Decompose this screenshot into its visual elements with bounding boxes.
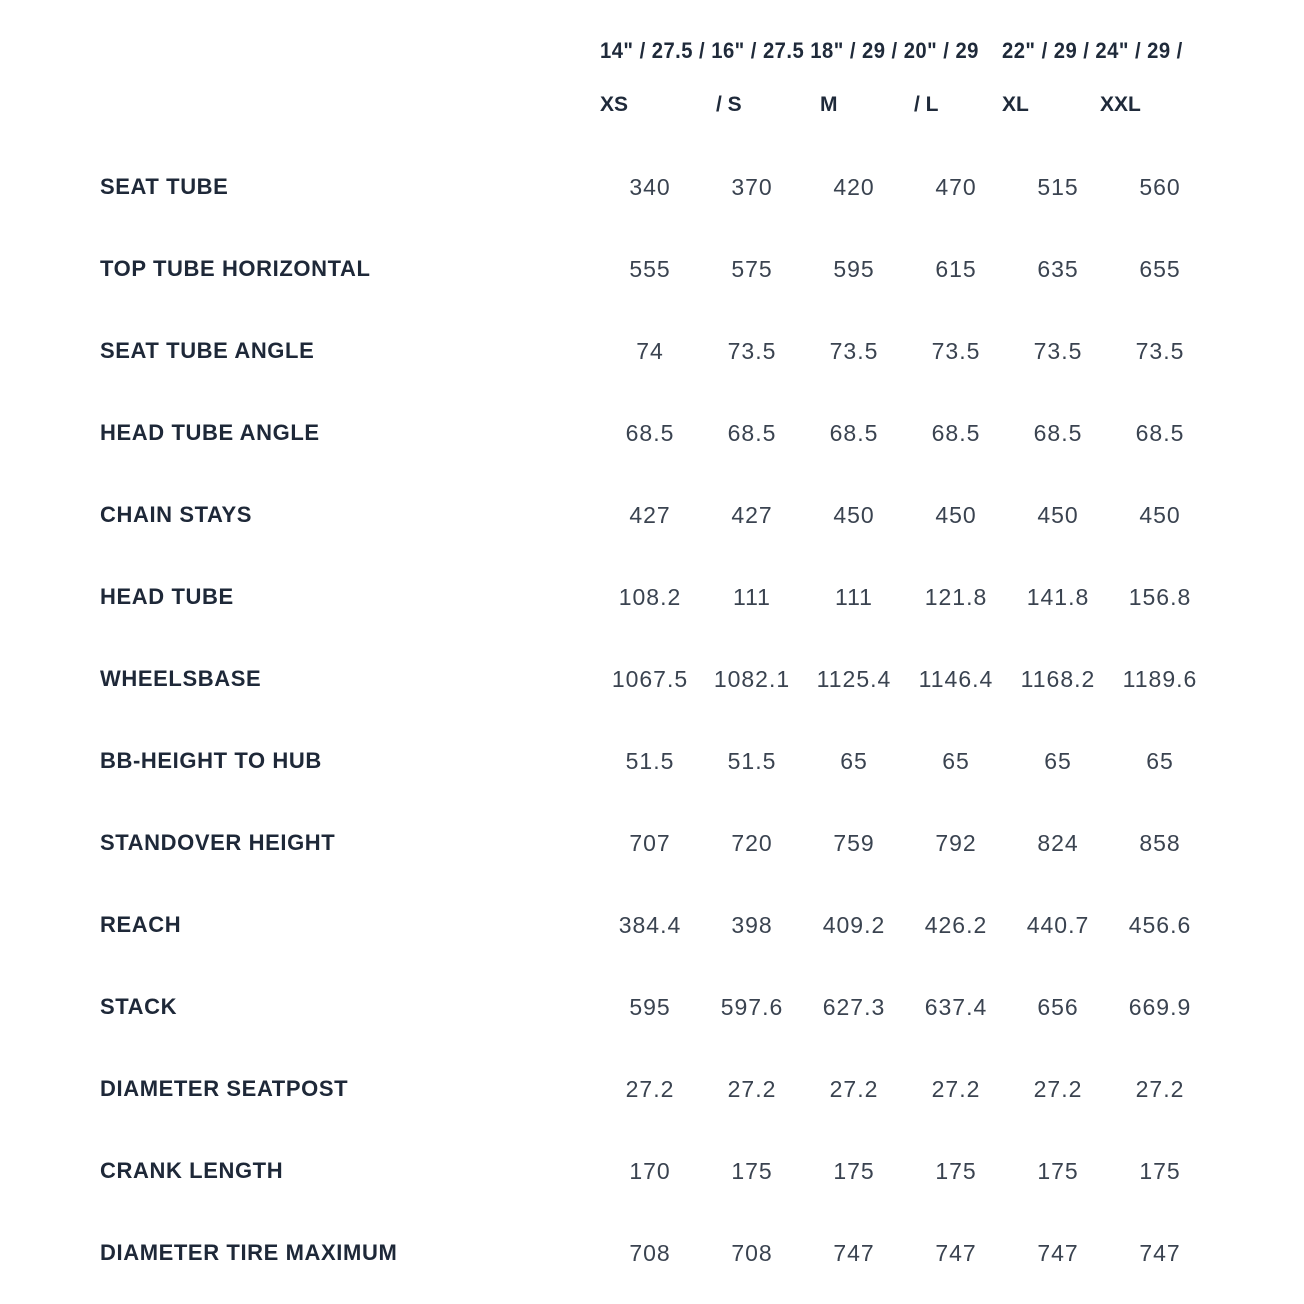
table-cell: 141.8	[1026, 584, 1090, 610]
table-row	[0, 413, 1304, 453]
header-size-l: / L	[914, 93, 939, 116]
table-cell: 175	[833, 1158, 875, 1184]
header-size-xs: XS	[600, 93, 629, 116]
table-cell: 340	[629, 174, 671, 200]
table-row	[0, 905, 1304, 945]
table-cell: 65	[1146, 748, 1174, 774]
table-cell: 450	[833, 502, 875, 528]
row-label: WHEELSBASE	[100, 666, 262, 691]
table-cell: 759	[833, 830, 875, 856]
table-cell: 450	[1037, 502, 1079, 528]
table-cell: 420	[833, 174, 875, 200]
table-cell: 708	[629, 1240, 671, 1266]
table-cell: 1146.4	[918, 666, 994, 692]
table-cell: 595	[833, 256, 875, 282]
table-cell: 65	[942, 748, 970, 774]
table-cell: 175	[935, 1158, 977, 1184]
row-label: SEAT TUBE ANGLE	[100, 338, 315, 363]
table-cell: 74	[636, 338, 664, 364]
row-label: HEAD TUBE	[100, 584, 234, 609]
table-row	[0, 1069, 1304, 1109]
header-size-m: M	[820, 93, 838, 116]
header-size-xl: XL	[1002, 93, 1029, 116]
table-cell: 427	[629, 502, 671, 528]
header-size-xxl: XXL	[1100, 93, 1141, 116]
table-cell: 27.2	[931, 1076, 981, 1102]
table-row	[0, 741, 1304, 781]
table-cell: 635	[1037, 256, 1079, 282]
table-cell: 747	[1139, 1240, 1181, 1266]
row-label: CHAIN STAYS	[100, 502, 253, 527]
table-cell: 1189.6	[1122, 666, 1198, 692]
table-row	[0, 167, 1304, 207]
table-cell: 637.4	[924, 994, 988, 1020]
header-size-line-2: 22" / 29 / 24" / 29 /	[1002, 38, 1183, 63]
table-cell: 747	[935, 1240, 977, 1266]
table-cell: 1125.4	[816, 666, 892, 692]
row-label: DIAMETER TIRE MAXIMUM	[100, 1240, 398, 1265]
table-cell: 450	[935, 502, 977, 528]
table-cell: 707	[629, 830, 671, 856]
table-cell: 121.8	[924, 584, 988, 610]
table-cell: 409.2	[822, 912, 886, 938]
table-cell: 68.5	[829, 420, 879, 446]
table-cell: 73.5	[727, 338, 777, 364]
table-cell: 68.5	[1033, 420, 1083, 446]
table-cell: 170	[629, 1158, 671, 1184]
table-cell: 440.7	[1026, 912, 1090, 938]
table-cell: 426.2	[924, 912, 988, 938]
table-cell: 73.5	[1033, 338, 1083, 364]
table-cell: 555	[629, 256, 671, 282]
row-label: CRANK LENGTH	[100, 1158, 284, 1183]
table-row	[0, 331, 1304, 371]
table-cell: 655	[1139, 256, 1181, 282]
table-cell: 595	[629, 994, 671, 1020]
table-cell: 456.6	[1128, 912, 1192, 938]
table-row	[0, 659, 1304, 699]
header-size-s: / S	[716, 93, 742, 116]
row-label: DIAMETER SEATPOST	[100, 1076, 349, 1101]
table-cell: 65	[1044, 748, 1072, 774]
table-cell: 656	[1037, 994, 1079, 1020]
table-cell: 515	[1037, 174, 1079, 200]
row-label: SEAT TUBE	[100, 174, 229, 199]
table-cell: 27.2	[1135, 1076, 1185, 1102]
table-cell: 68.5	[931, 420, 981, 446]
table-cell: 68.5	[625, 420, 675, 446]
header-size-line-1: 14" / 27.5 / 16" / 27.5 18" / 29 / 20" / 29	[600, 38, 979, 63]
table-cell: 627.3	[822, 994, 886, 1020]
table-cell: 175	[1139, 1158, 1181, 1184]
row-label: STACK	[100, 994, 178, 1019]
table-cell: 175	[1037, 1158, 1079, 1184]
table-cell: 111	[835, 584, 873, 610]
table-cell: 27.2	[1033, 1076, 1083, 1102]
table-cell: 370	[731, 174, 773, 200]
table-cell: 470	[935, 174, 977, 200]
table-row	[0, 495, 1304, 535]
table-cell: 669.9	[1128, 994, 1192, 1020]
row-label: STANDOVER HEIGHT	[100, 830, 336, 855]
table-cell: 1067.5	[611, 666, 689, 692]
table-row	[0, 249, 1304, 289]
table-cell: 1168.2	[1020, 666, 1096, 692]
table-cell: 597.6	[720, 994, 784, 1020]
table-cell: 111	[733, 584, 771, 610]
table-cell: 747	[833, 1240, 875, 1266]
table-cell: 858	[1139, 830, 1181, 856]
table-cell: 1082.1	[713, 666, 791, 692]
table-cell: 824	[1037, 830, 1079, 856]
table-cell: 73.5	[931, 338, 981, 364]
table-cell: 427	[731, 502, 773, 528]
table-cell: 27.2	[625, 1076, 675, 1102]
table-cell: 720	[731, 830, 773, 856]
row-label: BB-HEIGHT TO HUB	[100, 748, 322, 773]
table-cell: 575	[731, 256, 773, 282]
table-cell: 398	[731, 912, 773, 938]
row-label: HEAD TUBE ANGLE	[100, 420, 320, 445]
table-cell: 708	[731, 1240, 773, 1266]
table-cell: 65	[840, 748, 868, 774]
table-row	[0, 823, 1304, 863]
table-cell: 27.2	[727, 1076, 777, 1102]
table-cell: 51.5	[727, 748, 777, 774]
table-cell: 108.2	[618, 584, 682, 610]
table-cell: 560	[1139, 174, 1181, 200]
table-cell: 384.4	[618, 912, 682, 938]
table-cell: 450	[1139, 502, 1181, 528]
table-cell: 175	[731, 1158, 773, 1184]
table-row	[0, 987, 1304, 1027]
table-cell: 615	[935, 256, 977, 282]
row-label: TOP TUBE HORIZONTAL	[100, 256, 371, 281]
table-cell: 73.5	[1135, 338, 1185, 364]
table-row	[0, 1151, 1304, 1191]
table-cell: 156.8	[1128, 584, 1192, 610]
table-row	[0, 1233, 1304, 1273]
table-cell: 68.5	[1135, 420, 1185, 446]
table-row	[0, 577, 1304, 617]
table-cell: 51.5	[625, 748, 675, 774]
table-cell: 73.5	[829, 338, 879, 364]
table-cell: 792	[935, 830, 977, 856]
table-cell: 68.5	[727, 420, 777, 446]
table-cell: 747	[1037, 1240, 1079, 1266]
table-cell: 27.2	[829, 1076, 879, 1102]
row-label: REACH	[100, 912, 182, 937]
